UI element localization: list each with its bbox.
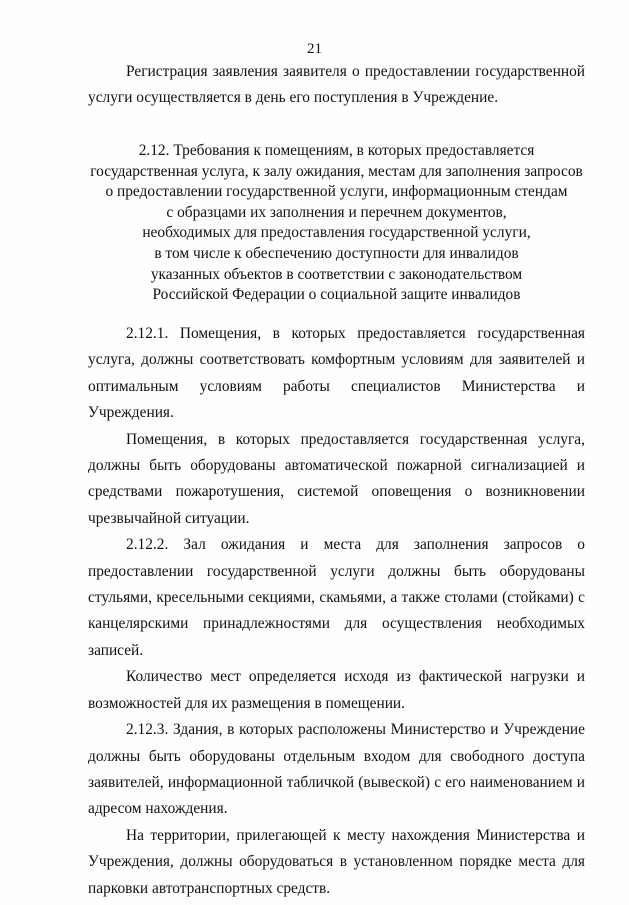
- heading-line: с образцами их заполнения и перечнем документов,: [166, 203, 507, 221]
- heading-line: о предоставлении государственной услуги, информационным стендам: [105, 183, 568, 201]
- section-heading: [88, 141, 585, 306]
- heading-line: 2.12. Требования к помещениям, в которых предоставляется: [138, 142, 535, 159]
- heading-line: государственная услуга, к залу ожидания, местам для заполнения запросов: [90, 162, 583, 180]
- paragraph-2-12-2: 2.12.2. Зал ожидания и места для заполнения запросов о предоставлении государственной услуги должны быть оборудованы стульями, кресельными секциями, скамьями, а также столами (стойками) с канцелярскими принадлежностями для осуществления необходимых записей.: [88, 536, 585, 659]
- heading-line: Российской Федерации о социальной защите инвалидов: [152, 286, 521, 304]
- body-text: [88, 321, 585, 902]
- heading-line: в том числе к обеспечению доступности для инвалидов: [154, 244, 519, 262]
- paragraph-parking: На территории, прилегающей к месту нахождения Министерства и Учреждения, должны оборудоваться в установленном порядке места для парковки автотранспортных средств.: [88, 826, 585, 897]
- heading-line: необходимых для предоставления государственной услуги,: [142, 224, 531, 242]
- paragraph-seats-count: Количество мест определяется исходя из фактической нагрузки и возможностей для их размещения в помещении.: [88, 668, 585, 712]
- heading-line: указанных объектов в соответствии с законодательством: [150, 265, 523, 283]
- paragraph-2-12-1: 2.12.1. Помещения, в которых предоставляется государственная услуга, должны соответствовать комфортным условиям для заявителей и оптимальным условиям работы специалистов Министерства и Учреждения.: [88, 325, 585, 422]
- paragraph-fire-safety: Помещения, в которых предоставляется государственная услуга, должны быть оборудованы автоматической пожарной сигнализацией и средствами пожаротушения, системой оповещения о возникновении чрезвычайной ситуации.: [88, 430, 585, 527]
- intro-block: [88, 59, 585, 112]
- page-number: 21: [307, 41, 322, 57]
- intro-paragraph: Регистрация заявления заявителя о предоставлении государственной услуги осуществляется в день его поступления в Учреждение.: [88, 63, 585, 107]
- paragraph-2-12-3: 2.12.3. Здания, в которых расположены Министерство и Учреждение должны быть оборудованы отдельным входом для свободного доступа заявителей, информационной табличкой (вывеской) с его наименованием и адресом нахождения.: [88, 721, 585, 818]
